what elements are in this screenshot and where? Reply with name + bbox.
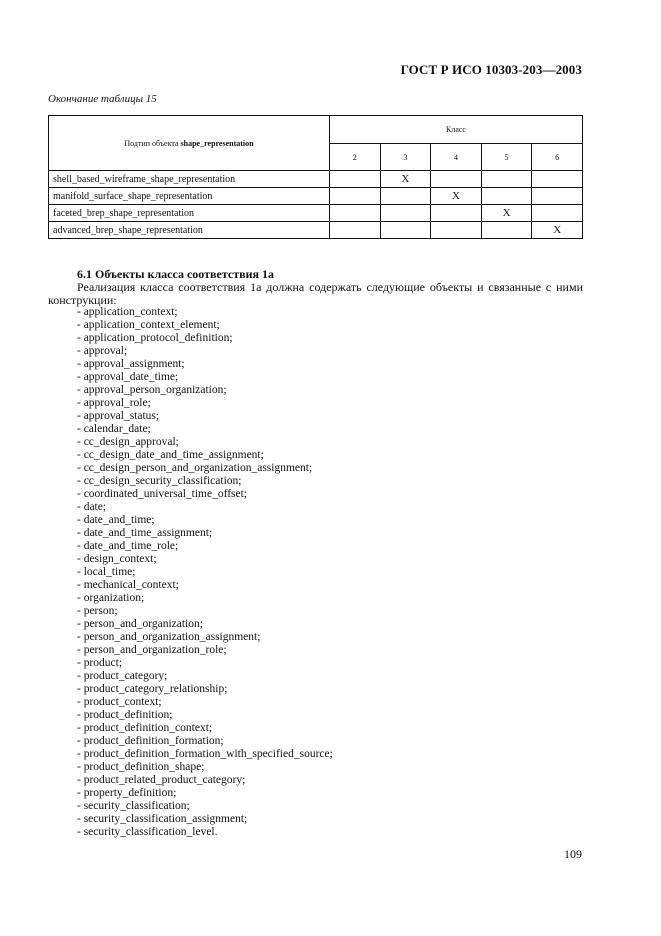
class-mark-cell	[481, 188, 532, 205]
list-item: - product;	[77, 657, 123, 669]
subtype-name-cell: faceted_brep_shape_representation	[49, 205, 330, 222]
class-mark-cell	[481, 171, 532, 188]
subtype-header-entity: shape_representation	[180, 138, 254, 148]
list-item: - approval_status;	[77, 410, 160, 422]
list-item: - mechanical_context;	[77, 579, 179, 591]
list-item: - product_context;	[77, 696, 162, 708]
class-mark-cell	[532, 188, 583, 205]
table-row	[49, 171, 583, 188]
class-number: 4	[431, 144, 482, 171]
subtype-column-header	[49, 116, 330, 171]
list-item: - product_definition_shape;	[77, 761, 205, 773]
subtype-name-cell: shell_based_wireframe_shape_representation	[49, 171, 330, 188]
class-mark-cell: X	[532, 222, 583, 239]
subtype-name-cell: manifold_surface_shape_representation	[49, 188, 330, 205]
table-row	[49, 188, 583, 205]
list-item: - approval;	[77, 345, 128, 357]
list-item: - person_and_organization;	[77, 618, 203, 630]
class-mark-cell	[380, 205, 431, 222]
class-mark-cell	[532, 205, 583, 222]
list-item: - cc_design_approval;	[77, 436, 179, 448]
list-item: - cc_design_security_classification;	[77, 475, 242, 487]
class-mark-cell	[380, 222, 431, 239]
class-mark-cell	[431, 171, 482, 188]
list-item: - person;	[77, 605, 118, 617]
list-item: - organization;	[77, 592, 145, 604]
list-item: - date;	[77, 501, 107, 513]
class-mark-cell	[431, 222, 482, 239]
list-item: - design_context;	[77, 553, 157, 565]
class-mark-cell	[329, 171, 380, 188]
class-number: 3	[380, 144, 431, 171]
list-item: - date_and_time;	[77, 514, 155, 526]
class-mark-cell	[431, 205, 482, 222]
list-item: - person_and_organization_assignment;	[77, 631, 261, 643]
list-item: - calendar_date;	[77, 423, 151, 435]
list-item: - cc_design_person_and_organization_assignment;	[77, 462, 313, 474]
class-mark-cell	[329, 188, 380, 205]
list-item: - security_classification;	[77, 800, 190, 812]
entity-list	[77, 306, 333, 839]
table-caption: Окончание таблицы 15	[48, 93, 157, 105]
table-row	[49, 222, 583, 239]
list-item: - approval_role;	[77, 397, 151, 409]
list-item: - coordinated_universal_time_offset;	[77, 488, 248, 500]
list-item: - product_definition_context;	[77, 722, 213, 734]
table-row	[49, 205, 583, 222]
list-item: - local_time;	[77, 566, 136, 578]
class-table	[48, 115, 583, 239]
list-item: - date_and_time_role;	[77, 540, 179, 552]
list-item: - approval_person_organization;	[77, 384, 227, 396]
class-number: 5	[481, 144, 532, 171]
class-number: 6	[532, 144, 583, 171]
list-item: - person_and_organization_role;	[77, 644, 227, 656]
list-item: - application_context_element;	[77, 319, 220, 331]
class-mark-cell: X	[431, 188, 482, 205]
class-mark-cell	[380, 188, 431, 205]
class-mark-cell	[481, 222, 532, 239]
class-column-header: Класс	[329, 116, 582, 144]
list-item: - cc_design_date_and_time_assignment;	[77, 449, 264, 461]
class-mark-cell: X	[481, 205, 532, 222]
list-item: - product_category;	[77, 670, 168, 682]
list-item: - application_context;	[77, 306, 178, 318]
list-item: - security_classification_assignment;	[77, 813, 248, 825]
class-number: 2	[329, 144, 380, 171]
list-item: - approval_date_time;	[77, 371, 179, 383]
list-item: - product_category_relationship;	[77, 683, 228, 695]
section-title: 6.1 Объекты класса соответствия 1а	[77, 267, 274, 281]
document-header: ГОСТ Р ИСО 10303-203—2003	[400, 62, 582, 77]
class-mark-cell	[329, 222, 380, 239]
class-mark-cell	[329, 205, 380, 222]
page-number: 109	[564, 847, 582, 861]
list-item: - product_related_product_category;	[77, 774, 246, 786]
list-item: - product_definition;	[77, 709, 173, 721]
list-item: - application_protocol_definition;	[77, 332, 233, 344]
class-mark-cell	[532, 171, 583, 188]
list-item: - approval_assignment;	[77, 358, 185, 370]
subtype-header-prefix: Подтип объекта	[124, 138, 179, 148]
list-item: - product_definition_formation_with_specified_source;	[77, 748, 333, 760]
list-item: - property_definition;	[77, 787, 177, 799]
class-mark-cell: X	[380, 171, 431, 188]
list-item: - product_definition_formation;	[77, 735, 224, 747]
subtype-name-cell: advanced_brep_shape_representation	[49, 222, 330, 239]
list-item: - date_and_time_assignment;	[77, 527, 213, 539]
section-intro: Реализация класса соответствия 1а должна содержать следующие объекты и связанные с ними конструкции:	[48, 280, 583, 307]
list-item: - security_classification_level.	[77, 826, 218, 838]
